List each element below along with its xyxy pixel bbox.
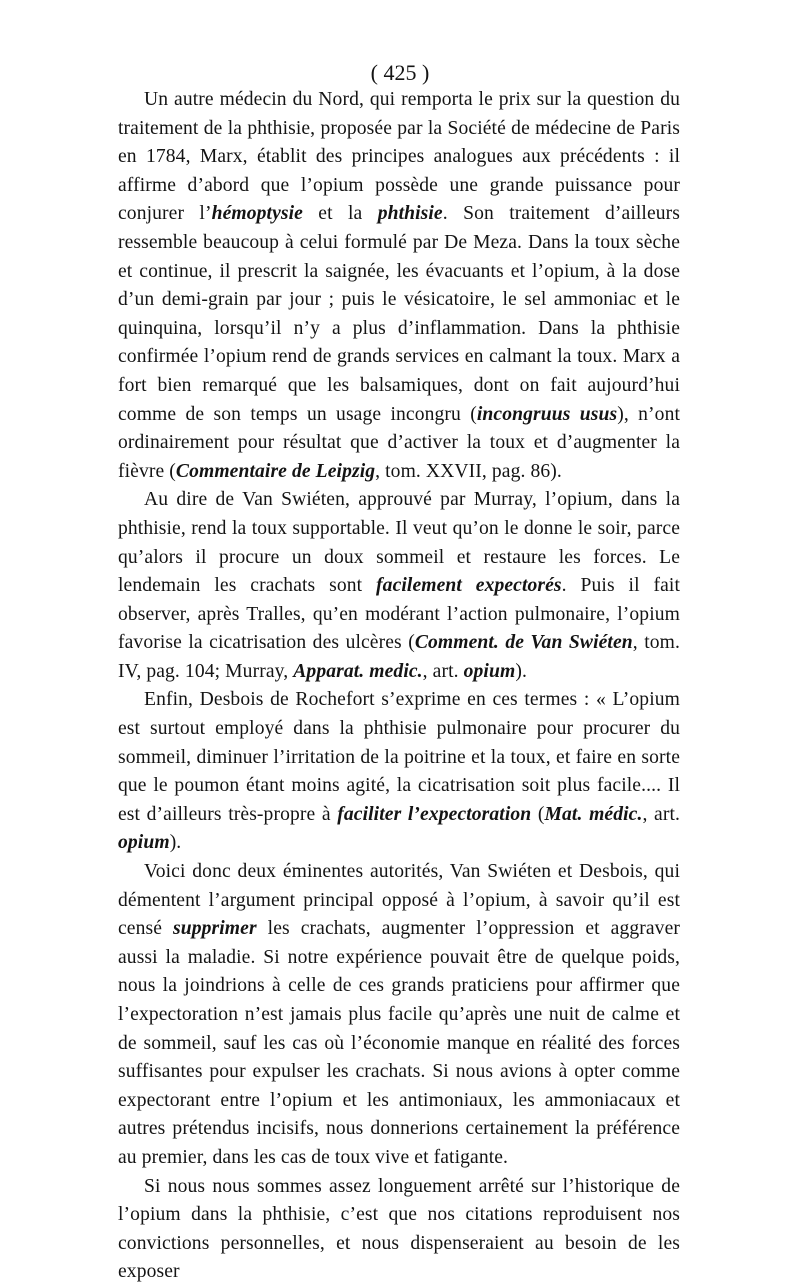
text-run: , tom. IV, pag. 104; Murray, <box>118 632 680 682</box>
text-run: ( <box>531 803 545 825</box>
italic-text: hémoptysie <box>211 203 303 225</box>
text-run: Au dire de Van Swiéten, approuvé par Murray, l’opium, dans la phthisie, rend la toux supportable. Il veut qu’on le donne le soir, parce qu’alors il procure un doux sommeil et restaure les forces. Le lendemain les crachats sont <box>118 489 680 597</box>
text-run: . Son traitement d’ailleurs ressemble beaucoup à celui formulé par De Meza. Dans la toux sèche et continue, il prescrit la saignée, les évacuants et l’opium, à la dose d’un demi-grain par jour ; puis le vésicatoire, le sel ammoniac et le quinquina, lorsqu’il n’y a plus d’inflammation. Dans la phthisie confirmée l’opium rend de grands services en calmant la toux. Marx a fort bien remarqué que les balsamiques, dont on fait aujourd’hui comme de son temps un usage incongru ( <box>118 203 680 425</box>
italic-text: Apparat. medic. <box>293 660 423 682</box>
italic-text: facilement expectorés <box>376 575 562 597</box>
text-run: ). <box>169 832 182 854</box>
paragraph <box>118 858 680 1173</box>
body-text <box>118 86 680 1287</box>
italic-text: phthisie <box>377 203 443 225</box>
text-run: ). <box>515 660 527 682</box>
italic-text: opium <box>463 660 516 682</box>
text-run: les crachats, augmenter l’oppression et aggraver aussi la maladie. Si notre expérience pouvait être de quelque poids, nous la joindrions à celle de ces grands praticiens pour affirmer que l’expectoration n’est jamais plus facile qu’après une nuit de calme et de sommeil, sauf les cas où l’économie manque en réalité des forces suffisantes pour expulser les crachats. Si nous avions à opter comme expectorant entre l’opium et les antimoniaux, les ammoniacaux et autres prétendus incisifs, nous donnerions certainement la préférence au premier, dans les cas de toux vive et fatigante. <box>118 918 680 1168</box>
italic-text: incongruus usus <box>476 403 618 425</box>
italic-text: Mat. médic. <box>544 803 643 825</box>
text-run: , art. <box>422 660 464 682</box>
text-run: Enfin, Desbois de Rochefort s’exprime en ces termes : « L’opium est surtout employé dans la phthisie pulmonaire pour procurer du sommeil, diminuer l’irritation de la poitrine et la toux, et faire en sorte que le poumon étant moins agité, la cicatrisation soit plus facile.... Il est d’ailleurs très-propre à <box>118 689 680 825</box>
text-run: Un autre médecin du Nord, qui remporta le prix sur la question du traitement de la phthisie, proposée par la Société de médecine de Paris en 1784, Marx, établit des principes analogues aux précédents : il affirme d’abord que l’opium possède une grande puissance pour conjurer l’ <box>118 89 680 225</box>
text-run: et la <box>302 203 378 225</box>
paragraph <box>118 1173 680 1287</box>
text-run: , tom. XXVII, pag. 86). <box>375 460 562 482</box>
paragraph <box>118 86 680 486</box>
text-run: ), n’ont ordinairement pour résultat que d’activer la toux et d’augmenter la fièvre ( <box>118 403 681 482</box>
text-run: . Puis il fait observer, après Tralles, qu’en modérant l’action pulmonaire, l’opium favorise la cicatrisation des ulcères ( <box>118 575 680 654</box>
text-run: Si nous nous sommes assez longuement arrêté sur l’historique de l’opium dans la phthisie, c’est que nos citations reproduisent nos convictions personnelles, et nous dispenseraient au besoin de les exposer <box>118 1175 680 1283</box>
text-run: , art. <box>642 803 681 825</box>
italic-text: faciliter l’expectoration <box>337 803 532 825</box>
italic-text: Comment. de Van Swiéten <box>414 632 633 654</box>
italic-text: supprimer <box>173 918 257 940</box>
italic-text: opium <box>118 832 170 854</box>
paragraph <box>118 686 680 858</box>
italic-text: Commentaire de Leipzig <box>175 460 376 482</box>
text-run: Voici donc deux éminentes autorités, Van Swiéten et Desbois, qui démentent l’argument principal opposé à l’opium, à savoir qu’il est censé <box>118 861 680 940</box>
paragraph <box>118 486 680 686</box>
page-number: ( 425 ) <box>370 60 430 85</box>
